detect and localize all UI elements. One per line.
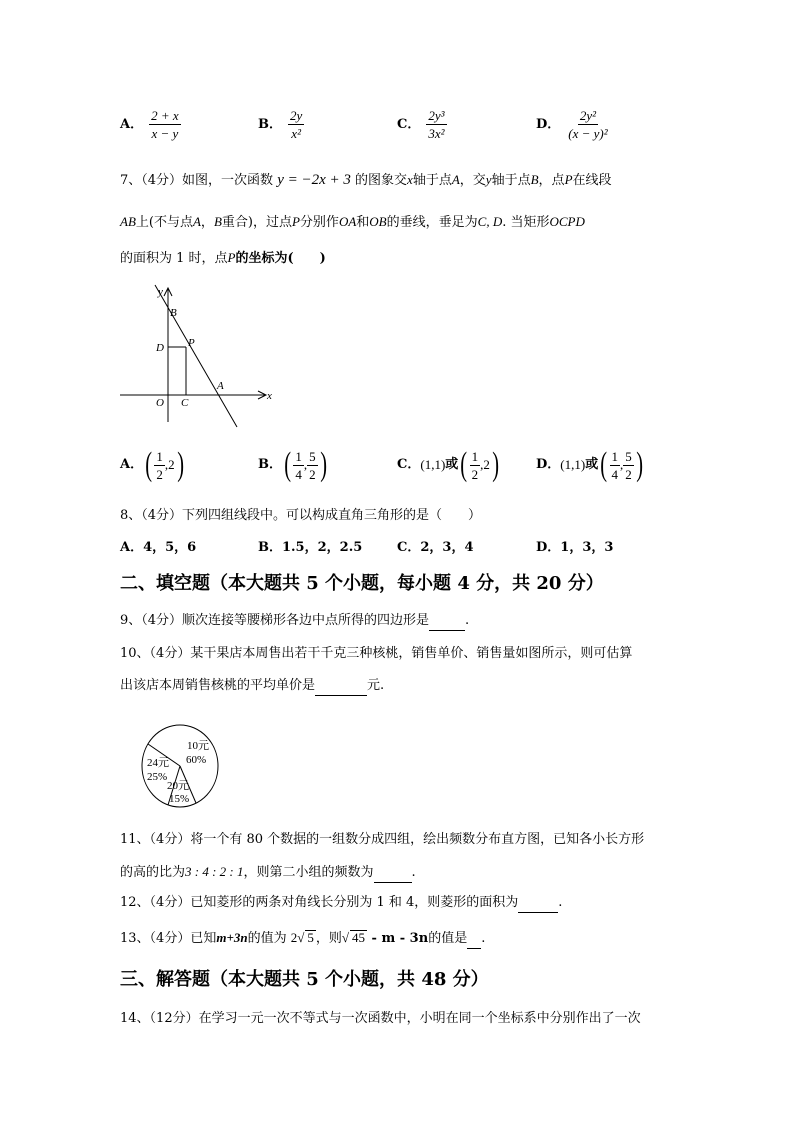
right-paren: ) [319, 446, 327, 483]
left-paren: ( [600, 446, 608, 483]
q7-point: A [451, 172, 460, 187]
q13-line [120, 929, 485, 949]
x-axis-label: x [267, 390, 272, 402]
q6-c-num: 2y³ [428, 108, 445, 123]
q12-answer-blank [518, 894, 558, 913]
q10-end: 元. [367, 678, 385, 693]
q7-c-den: 2 [471, 466, 479, 482]
q13-radicand-45: 45 [352, 930, 366, 945]
q7-d-pair: (1,1) [560, 457, 586, 472]
q7-d-den2: 2 [625, 466, 632, 482]
q7-point: P [564, 172, 573, 187]
q7-c-or: 或 [445, 457, 459, 472]
q7-text: 的面积为 1 时，点 [120, 251, 228, 266]
radical-sign-icon: √ [341, 930, 350, 945]
slice-3-price: 20元 [167, 780, 189, 792]
q7-d-num1: 1 [611, 448, 619, 464]
point-c-label: C [181, 397, 189, 409]
q7-segment: OB [369, 214, 387, 229]
q7-option-b [258, 448, 329, 482]
q7-option-a [120, 448, 186, 482]
q7-b-comma: , [303, 457, 308, 472]
q13-text: 的值为 [247, 931, 287, 946]
q7-d-or: 或 [585, 457, 599, 472]
q13-radicand-5: 5 [307, 930, 314, 945]
q8-option-d: D．1，3，3 [536, 540, 614, 555]
point-b-label: B [170, 307, 177, 319]
q7-text: 的垂线，垂足为 [386, 215, 478, 230]
q7-c-pair: (1,1) [420, 457, 446, 472]
q7-text: 上(不与点 [135, 215, 193, 230]
q12-line [120, 894, 562, 913]
q11-line-2 [120, 863, 416, 883]
q7-d-comma: , [620, 457, 624, 472]
q10-line-1: 10、（4分）某干果店本周售出若干千克三种核桃，销售单价、销售量如图所示，则可估算 [120, 646, 633, 661]
q6-a-num: 2 + x [151, 108, 179, 123]
q6-b-den: x² [291, 126, 301, 141]
q6-b-num: 2y [290, 108, 303, 123]
q7-option-d [536, 448, 645, 482]
q6-a-fraction [149, 108, 181, 141]
q11-ratio: 3 : 4 : 2 : 1 [185, 864, 244, 879]
section-3-heading: 三、解答题（本大题共 5 个小题，共 48 分） [120, 969, 489, 990]
section-2-heading: 二、填空题（本大题共 5 个小题，每小题 4 分，共 20 分） [120, 573, 604, 594]
q7-point: B [213, 214, 222, 229]
q7-line-2 [120, 213, 585, 232]
q13-coefficient: 2 [290, 930, 298, 945]
q7-segment: AB [120, 214, 136, 229]
q13-end: . [481, 931, 486, 946]
q7-a-den: 2 [156, 466, 163, 482]
q7-formula: y = −2x + 3 [277, 172, 351, 188]
q13-text: 的值是 [428, 931, 468, 946]
q10-answer-blank [315, 677, 367, 696]
q11-answer-blank [374, 864, 412, 883]
q6-d-label: D． [536, 116, 561, 132]
q11-text: 的高的比为 [120, 865, 186, 880]
q7-text: 分别作 [299, 215, 339, 230]
q13-answer-blank [467, 930, 481, 949]
q6-c-label: C． [397, 116, 421, 132]
q7-text: ，交 [459, 173, 486, 188]
q12-stem: 12、（4分）已知菱形的两条对角线长分别为 1 和 4，则菱形的面积为 [120, 895, 519, 910]
point-p-label: P [188, 337, 195, 349]
right-paren: ) [636, 446, 643, 483]
q6-d-fraction [566, 108, 609, 141]
q13-text: ，则 [315, 931, 342, 946]
q6-option-b [258, 108, 304, 141]
right-paren: ) [176, 446, 184, 483]
q7-b-fraction-2 [307, 449, 318, 482]
q7-d-den1: 4 [611, 466, 619, 482]
q7-points: C, D [477, 214, 503, 229]
q7-text: 在线段 [572, 173, 612, 188]
radical-sign-icon: √ [297, 930, 305, 945]
q7-text: 重合)，过点 [221, 215, 292, 230]
q6-c-fraction [426, 108, 446, 141]
q7-a-fraction [154, 449, 165, 482]
q7-point: P [291, 214, 300, 229]
q9-end: . [465, 613, 470, 628]
point-a-label: A [217, 380, 224, 392]
left-paren: ( [284, 446, 292, 483]
q8-option-a: A．4，5，6 [120, 540, 197, 555]
q11-end: . [411, 865, 416, 880]
q7-c-fraction [470, 449, 481, 482]
q7-d-num2: 5 [625, 448, 632, 464]
q7-c-label: C． [397, 457, 421, 472]
q7-b-fraction-1 [293, 449, 304, 482]
q12-end: . [558, 895, 563, 910]
q7-b-den2: 2 [309, 466, 316, 482]
q6-c-den: 3x² [428, 126, 445, 141]
q13-expression-tail: - m - 3n [367, 931, 429, 946]
q7-d-label: D． [536, 457, 561, 472]
q8-option-b: B．1.5，2，2.5 [258, 540, 363, 555]
q13-expression: m+3n [216, 930, 248, 945]
q14-line-1: 14、（12分）在学习一元一次不等式与一次函数中，小明在同一个坐标系中分别作出了一次 [120, 1011, 641, 1026]
q7-text: 的图象交 [355, 173, 408, 188]
q11-text: ，则第二小组的频数为 [243, 865, 374, 880]
q8-option-c: C．2，3，4 [397, 540, 474, 555]
q6-a-den: x − y [151, 126, 179, 141]
q7-d-fraction-2 [623, 449, 634, 482]
origin-label: O [156, 397, 164, 409]
q7-text: . 当矩形 [502, 215, 550, 230]
point-d-label: D [156, 342, 164, 354]
q11-line-1: 11、（4分）将一个有 80 个数据的一组数分成四组，绘出频数分布直方图，已知各小长方形 [120, 832, 645, 847]
q7-d-fraction-1 [610, 448, 624, 482]
q7-coordinate-graph [115, 282, 285, 432]
q7-rectangle-name: OCPD [549, 214, 585, 229]
q9-answer-blank [429, 612, 465, 631]
q9-stem: 9、（4分）顺次连接等腰梯形各边中点所得的四边形是 [120, 613, 430, 628]
q7-c-num: 1 [471, 448, 479, 464]
slice-1-percent: 60% [186, 754, 207, 766]
y-axis-label: y [158, 286, 163, 298]
q7-point: B [530, 172, 539, 187]
q6-option-d [536, 108, 610, 141]
q10-text: 出该店本周销售核桃的平均单价是 [120, 678, 316, 693]
q7-prefix: 7、（4分）如图，一次函数 [120, 173, 274, 188]
q6-a-label: A． [120, 116, 144, 132]
q7-a-label: A． [120, 457, 144, 472]
q10-line-2 [120, 677, 384, 696]
q6-option-c [397, 108, 447, 141]
q7-b-label: B． [258, 457, 282, 472]
q7-text: 轴于点 [412, 173, 452, 188]
q7-text: 的坐标为( ) [235, 251, 326, 266]
q7-var: x [407, 172, 413, 187]
q7-text: 轴于点 [491, 173, 531, 188]
q6-b-fraction [288, 108, 304, 141]
q7-text: 和 [356, 215, 370, 230]
q7-option-c [397, 448, 501, 482]
q7-line-3 [120, 249, 326, 268]
slice-2-percent: 25% [147, 771, 168, 783]
q10-pie-chart [130, 718, 240, 818]
q6-b-label: B． [258, 116, 282, 132]
slice-2-price: 24元 [147, 757, 169, 769]
q7-a-num: 1 [156, 448, 163, 464]
q7-point: P [227, 250, 236, 265]
q6-d-den: (x − y)² [568, 126, 608, 141]
q7-text: ，点 [538, 173, 565, 188]
slice-1-price: 10元 [187, 740, 209, 752]
q6-d-num: 2y² [579, 108, 597, 123]
q7-point: A [192, 214, 201, 229]
slice-3-percent: 15% [169, 793, 190, 805]
q7-segment: OA [338, 214, 357, 229]
graph-line [155, 285, 237, 427]
q13-text: 13、（4分）已知 [120, 931, 217, 946]
q6-option-a [120, 108, 181, 141]
q7-c-tail: ,2 [480, 457, 490, 472]
q7-line-1 [120, 171, 612, 190]
right-paren: ) [492, 446, 499, 483]
q9-line [120, 612, 469, 631]
q7-var: y [485, 172, 492, 187]
q7-a-tail: ,2 [164, 457, 175, 472]
q7-b-num1: 1 [295, 448, 302, 464]
q7-b-den1: 4 [295, 466, 302, 482]
left-paren: ( [460, 446, 468, 483]
q8-stem: 8、（4分）下列四组线段中。可以构成直角三角形的是（ ） [120, 508, 482, 523]
q7-b-num2: 5 [309, 448, 316, 464]
left-paren: ( [145, 446, 153, 483]
q7-text: ， [200, 215, 214, 230]
